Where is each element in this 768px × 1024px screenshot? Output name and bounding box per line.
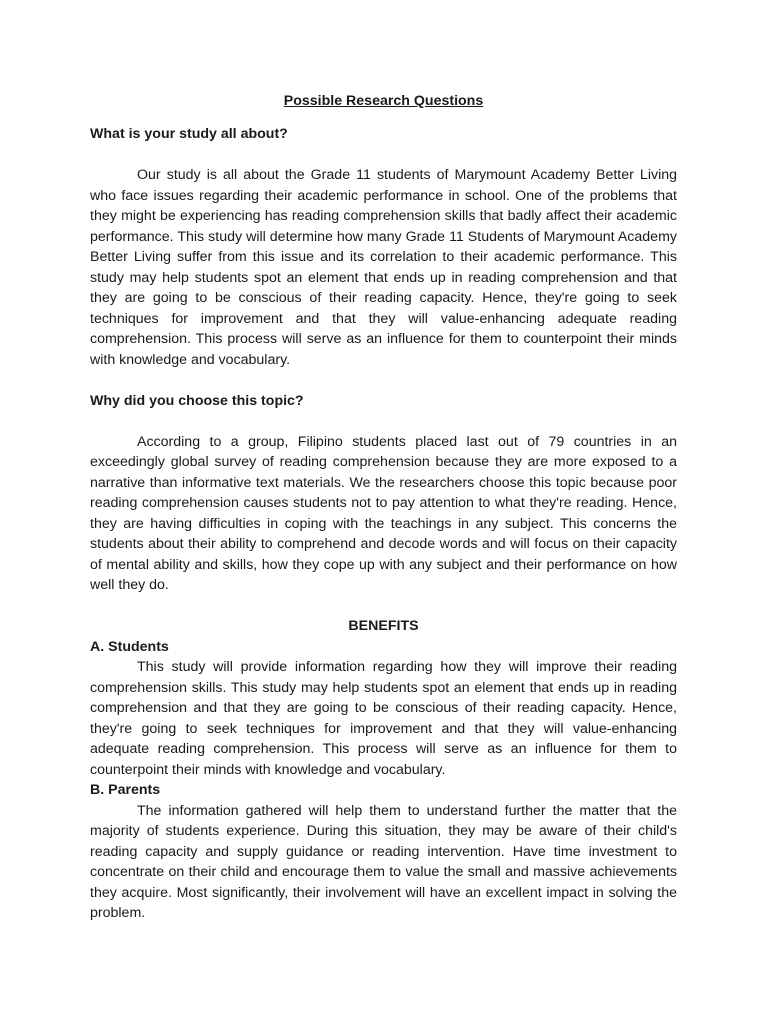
- spacer: [90, 411, 677, 432]
- spacer: [90, 596, 677, 617]
- benefits-parents-heading: B. Parents: [90, 782, 161, 798]
- document-page: [90, 91, 677, 924]
- question-study-about: What is your study all about?: [90, 126, 288, 142]
- spacer: [90, 370, 677, 391]
- document-title: Possible Research Questions: [283, 93, 484, 109]
- benefits-students-body: This study will provide information regarding how they will improve their reading comprehension skills. This study may help students spot an element that ends up in reading comprehension and that they are going to be conscious of their reading capacity. Hence, they're going to seek techniques for improvement and that they will value-enhancing adequate reading comprehension. This process will serve as an influence for them to counterpoint their minds with knowledge and vocabulary.: [90, 659, 677, 778]
- answer-why-topic: According to a group, Filipino students placed last out of 79 countries in an exceedingly global survey of reading comprehension because they are more exposed to a narrative than informative text materials. We the researchers choose this topic because poor reading comprehension causes students not to pay attention to what they're reading. Hence, they are having difficulties in coping with the teachings in any subject. This concerns the students about their ability to comprehend and decode words and will focus on their capacity of mental ability and skills, how they cope up with any subject and their performance on how well they do.: [90, 433, 677, 593]
- spacer: [90, 145, 677, 166]
- benefits-title: BENEFITS: [348, 618, 419, 634]
- benefits-parents-body: The information gathered will help them to understand further the matter that the majority of students experience. During this situation, they may be aware of their child's reading capacity and supply guidance or reading intervention. Have time investment to concentrate on their child and encourage them to value the small and massive achievements they acquire. Most significantly, their involvement will have an excellent impact in solving the problem.: [90, 802, 677, 921]
- question-why-topic: Why did you choose this topic?: [90, 392, 304, 409]
- answer-study-about: Our study is all about the Grade 11 students of Marymount Academy Better Living who face issues regarding their academic performance in school. One of the problems that they might be experiencing has reading comprehension skills that badly affect their academic performance. This study will determine how many Grade 11 Students of Marymount Academy Better Living suffer from this issue and its correlation to their academic performance. This study may help students spot an element that ends up in reading comprehension and that they are going to be conscious of their reading capacity. Hence, they're going to seek techniques for improvement and that they will value-enhancing adequate reading comprehension. This process will serve as an influence for them to counterpoint their minds with knowledge and vocabulary.: [90, 167, 677, 368]
- benefits-students-heading: A. Students: [90, 638, 169, 655]
